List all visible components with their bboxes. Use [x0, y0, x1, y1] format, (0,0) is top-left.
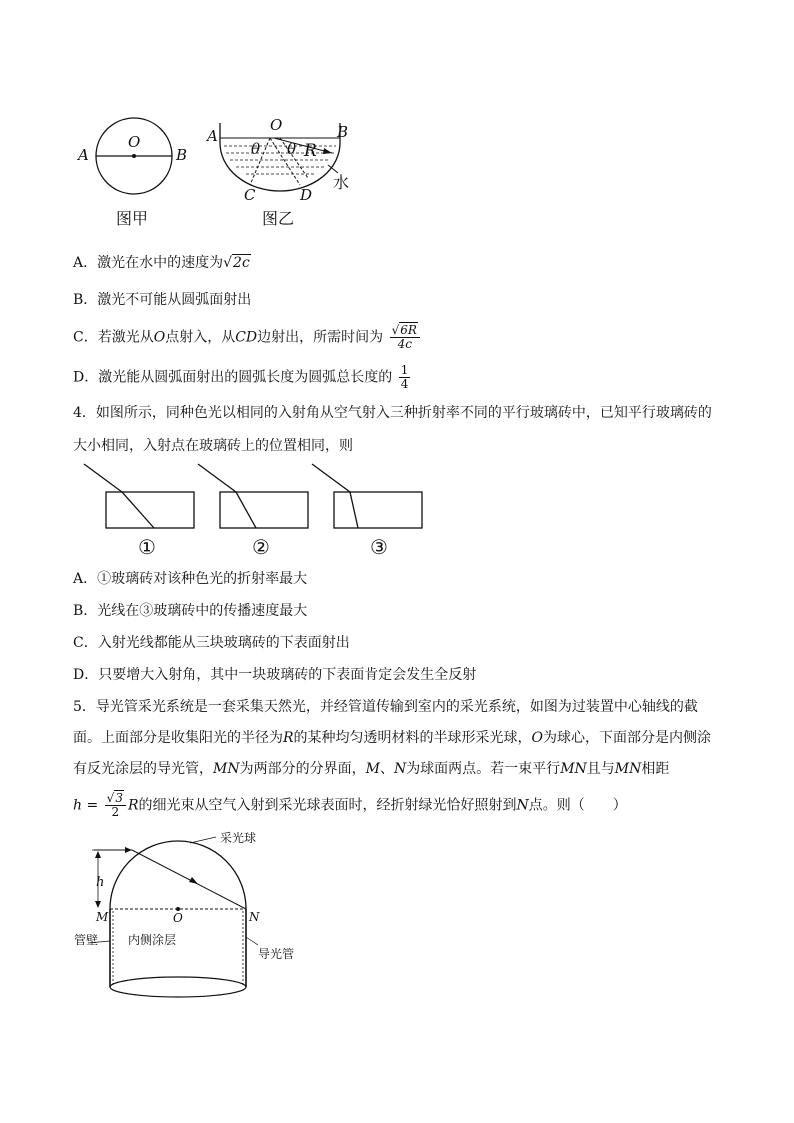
- q4-option-d: D．只要增大入射角，其中一块玻璃砖的下表面肯定会发生全反射: [73, 667, 477, 683]
- yi-label-d: D: [300, 186, 313, 204]
- center-point: [132, 154, 136, 158]
- jia-label-a: A: [78, 146, 89, 164]
- ray-3-incident: [312, 464, 350, 492]
- brick-label-1: ①: [138, 535, 156, 559]
- ray-2-incident: [198, 464, 236, 492]
- pipe-label-o: O: [173, 911, 183, 925]
- yi-label-b: B: [337, 123, 349, 141]
- yi-caption: 图乙: [262, 209, 295, 228]
- jia-label-o: O: [128, 133, 141, 151]
- radius-line: [274, 138, 332, 153]
- jia-caption: 图甲: [116, 209, 149, 228]
- ray-1-incident: [84, 464, 122, 492]
- pipe-label-coating: 内侧涂层: [128, 933, 177, 947]
- q4-option-b: B．光线在③玻璃砖中的传播速度最大: [73, 603, 308, 619]
- q5-stem-line1: 5．导光管采光系统是一套采集天然光，并经管道传输到室内的采光系统，如图为过装置中心轴线的截: [73, 699, 698, 715]
- ray-1-refracted: [122, 492, 154, 528]
- pipe-bottom: [110, 977, 246, 997]
- brick-label-2: ②: [252, 535, 270, 559]
- pipe-label-n: N: [249, 910, 260, 924]
- q3-option-b: B．激光不可能从圆弧面射出: [73, 292, 252, 308]
- q3-option-c: C．若激光从O点射入，从CD边射出，所需时间为 $\frac{√6R}{4c}$: [73, 324, 422, 351]
- pipe-label-pipe: 导光管: [258, 947, 295, 961]
- yi-label-theta2: θ: [287, 140, 297, 158]
- pipe-label-ball: 采光球: [220, 831, 257, 845]
- yi-label-c: C: [244, 186, 256, 204]
- pipe-label-m: M: [96, 910, 109, 924]
- yi-label-a: A: [207, 127, 218, 145]
- ray-2-refracted: [236, 492, 256, 528]
- q5-stem-line4: h = $\frac{√3}{2}$ R的细光束从空气入射到采光球表面时，经折射绿光恰好照射到N点。则（ ）: [73, 791, 627, 819]
- pipe-label-wall: 管壁: [74, 933, 99, 947]
- yi-label-o: O: [270, 116, 283, 134]
- yi-label-theta1: θ: [251, 140, 261, 158]
- q5-stem-line3: 有反光涂层的导光管，MN为两部分的分界面，M、N为球面两点。若一束平行MN且与MN相距: [73, 761, 670, 777]
- q4-option-c: C．入射光线都能从三块玻璃砖的下表面射出: [73, 635, 350, 651]
- q4-stem-line1: 4．如图所示，同种色光以相同的入射角从空气射入三种折射率不同的平行玻璃砖中，已知平行玻璃砖的: [73, 405, 712, 421]
- brick-3: [334, 492, 422, 528]
- jia-label-b: B: [176, 146, 188, 164]
- brick-label-3: ③: [370, 535, 388, 559]
- q5-stem-line2: 面。上面部分是收集阳光的半径为R的某种均匀透明材料的半球形采光球，O为球心，下面部分是内侧涂: [73, 730, 712, 746]
- q4-option-a: A．①玻璃砖对该种色光的折射率最大: [73, 571, 308, 587]
- pipe-label-h: h: [96, 875, 105, 890]
- q3-option-a: A．激光在水中的速度为√2c: [73, 255, 250, 271]
- yi-label-water: 水: [333, 173, 350, 192]
- q3-option-d: D．激光能从圆弧面射出的圆弧长度为圆弧总长度的 $\frac{1}{4}$: [73, 363, 409, 391]
- ray-3-refracted: [350, 492, 358, 528]
- q4-stem-line2: 大小相同，入射点在玻璃砖上的位置相同，则: [73, 438, 353, 454]
- refracted-ray: [132, 850, 246, 909]
- brick-2: [220, 492, 308, 528]
- yi-label-r: R: [304, 141, 317, 161]
